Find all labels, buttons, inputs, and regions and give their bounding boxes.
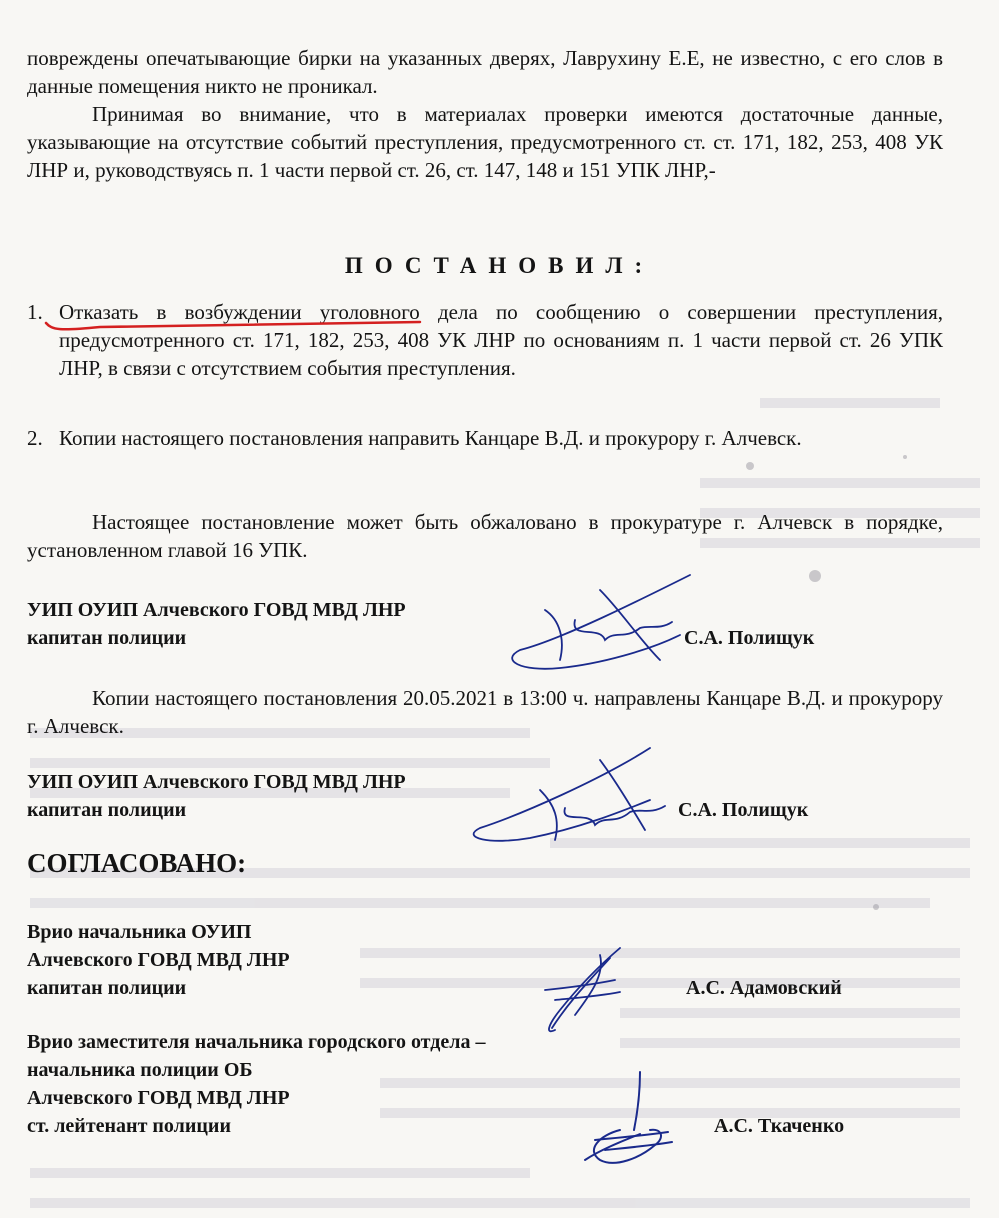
consideration-paragraph: Принимая во внимание, что в материалах проверки имеются достаточные данные, указывающие на отсутствие событий преступления, предусмотренного ст. ст. 171, 182, 253, 408 УК ЛНР и, руководствуясь п. 1 части первой ст. 26, ст. 147, 148 и 151 УПК ЛНР,- [27,102,943,182]
list-number: 2. [27,426,43,450]
signature-block [27,768,406,824]
signature-block [27,1028,485,1140]
appeal-paragraph: Настоящее постановление может быть обжаловано в прокуратуре г. Алчевск в порядке, установленном главой 16 УПК. [27,510,943,562]
agreed-heading: СОГЛАСОВАНО: [27,848,247,878]
signatory-rank: капитан полиции [27,977,187,999]
signatory-unit: Алчевского ГОВД МВД ЛНР [27,1087,290,1109]
list-text: Копии настоящего постановления направить Канцаре В.Д. и прокурору г. Алчевск. [59,426,802,450]
list-item [27,298,943,382]
signature-block [27,596,406,652]
list-item [27,424,943,452]
list-text [59,298,943,382]
signatory-rank: капитан полиции [27,799,187,821]
signatory-position: УИП ОУИП Алчевского ГОВД МВД ЛНР [27,599,406,621]
signatory-name: С.А. Полищук [678,799,809,821]
signatory-unit: Алчевского ГОВД МВД ЛНР [27,949,290,971]
signatory-subposition: начальника полиции ОБ [27,1059,253,1081]
signatory-name: А.С. Ткаченко [714,1115,845,1137]
list-text-rest: уголовного дела по сообщению о совершении преступления, предусмотренного ст. 171, 182, 253, 408 УК ЛНР по основаниям п. 1 части первой ст. 26 УПК ЛНР, в связи с отсутствием события преступления. [59,300,943,380]
signatory-name: С.А. Полищук [684,627,815,649]
signature-block [27,918,290,1002]
signatory-position: Врио заместителя начальника городского отдела – [27,1031,486,1053]
signatory-rank: ст. лейтенант полиции [27,1115,231,1137]
underlined-phrase: Отказать в возбуждении [59,300,302,324]
copies-paragraph: Копии настоящего постановления 20.05.2021 в 13:00 ч. направлены Канцаре В.Д. и прокурору г. Алчевск. [27,686,943,738]
signatory-position: Врио начальника ОУИП [27,921,252,943]
resolved-heading: ПОСТАНОВИЛ: [344,253,655,278]
signatory-name: А.С. Адамовский [686,977,842,999]
signatory-position: УИП ОУИП Алчевского ГОВД МВД ЛНР [27,771,406,793]
list-number: 1. [27,300,43,324]
intro-paragraph: повреждены опечатывающие бирки на указанных дверях, Лаврухину Е.Е, не известно, с его слов в данные помещения никто не проникал. [27,46,943,98]
signatory-rank: капитан полиции [27,627,187,649]
